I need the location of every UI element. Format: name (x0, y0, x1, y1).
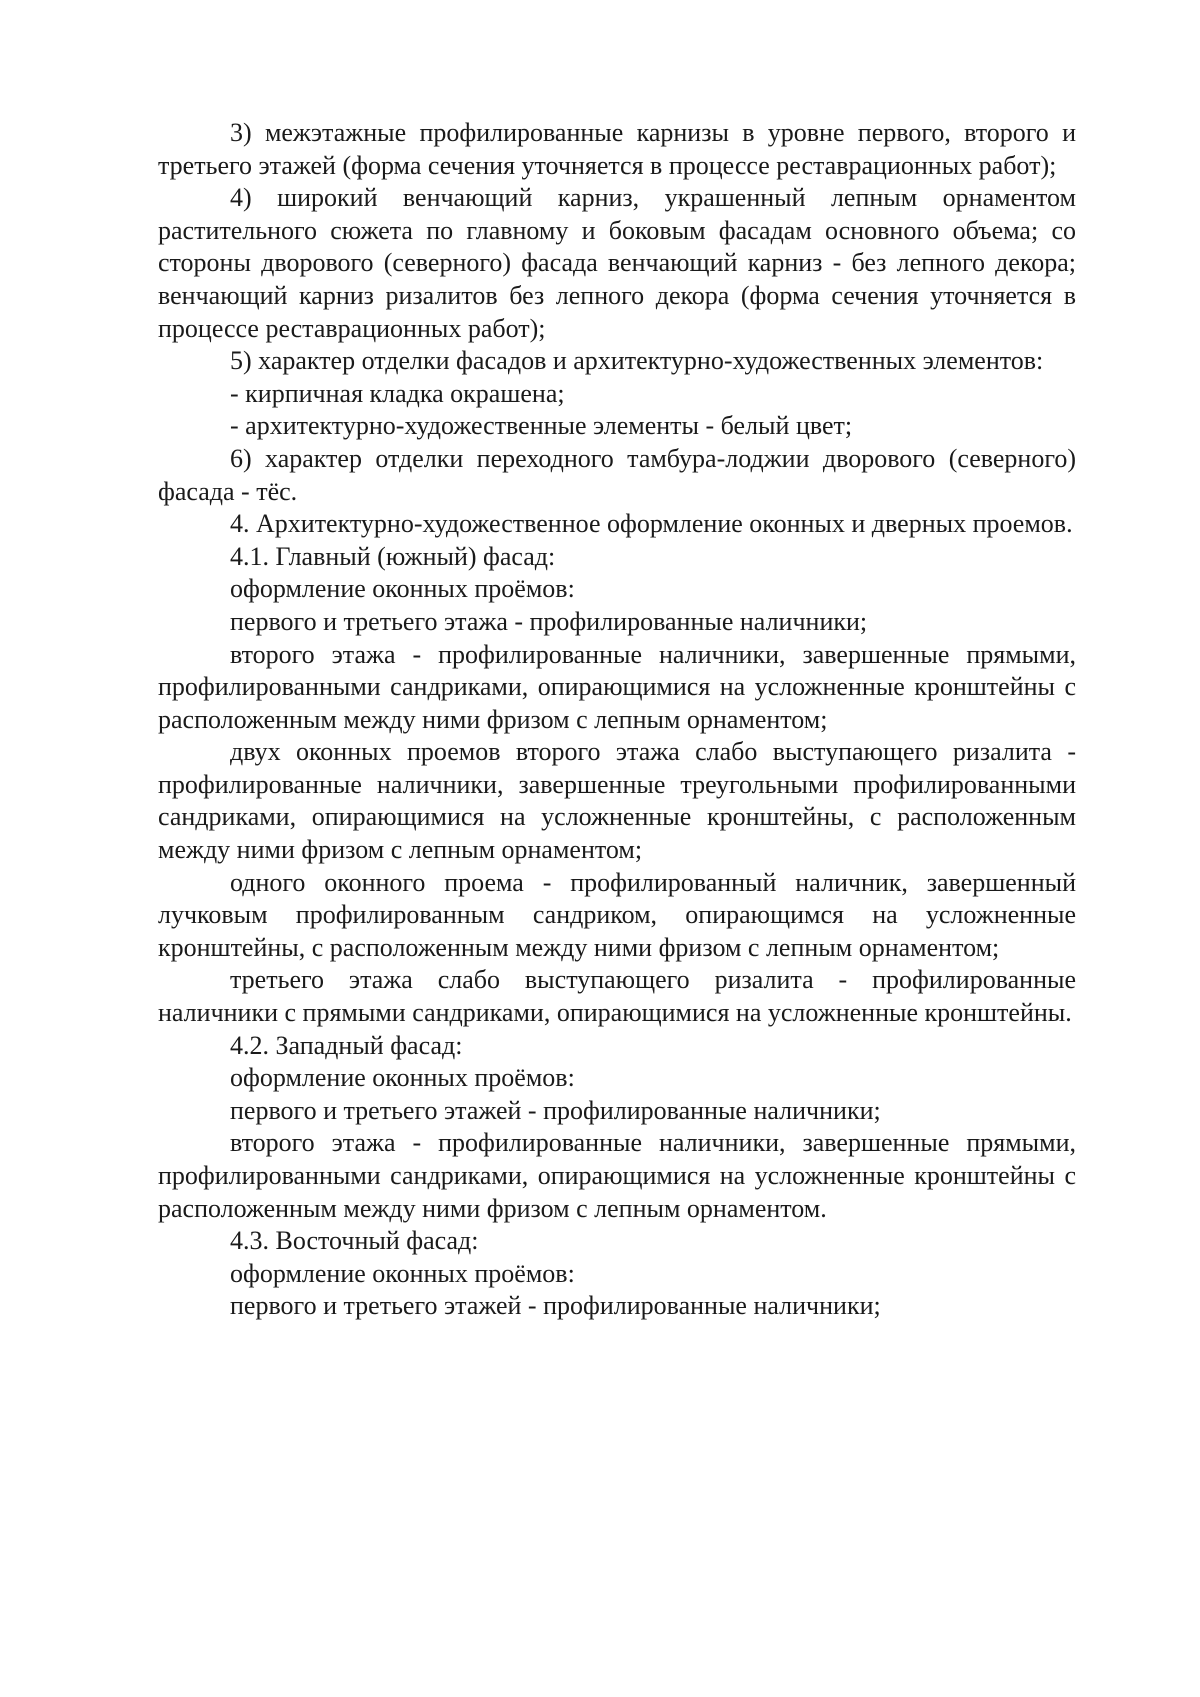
section-heading-4: 4. Архитектурно-художественное оформление оконных и дверных проемов. (230, 509, 1073, 539)
paragraph-bullet-brickwork: - кирпичная кладка окрашена; (230, 378, 565, 408)
paragraph-item-6-vestibule-finish: 6) характер отделки переходного тамбура-лоджии дворового (северного) фасада - тёс. (158, 443, 1076, 506)
section-heading-4-3: 4.3. Восточный фасад: (230, 1226, 479, 1256)
paragraph-item-3-cornices: 3) межэтажные профилированные карнизы в уровне первого, второго и третьего этажей (форма сечения уточняется в процессе реставрационных работ); (158, 118, 1076, 180)
paragraph-bullet-elements-color: - архитектурно-художественные элементы - белый цвет; (230, 411, 853, 441)
paragraph-third-floor-risalit: третьего этажа слабо выступающего ризалита - профилированные наличники с прямыми сандриками, опирающимися на усложненные кронштейны. (158, 965, 1076, 1028)
document-body (158, 117, 1076, 1323)
paragraph-window-design-label-west: оформление оконных проёмов: (230, 1063, 575, 1093)
paragraph-first-third-floor: первого и третьего этажа - профилированные наличники; (230, 606, 868, 636)
section-heading-4-2: 4.2. Западный фасад: (230, 1030, 463, 1060)
paragraph-second-floor: второго этажа - профилированные наличники, завершенные прямыми, профилированными сандриками, опирающимися на усложненные кронштейны с расположенным между ними фризом с лепным орнаментом; (158, 639, 1076, 734)
paragraph-one-window-opening: одного оконного проема - профилированный наличник, завершенный лучковым профилированным сандриком, опирающимся на усложненные кронштейны, с расположенным между ними фризом с лепным орнаментом; (158, 867, 1076, 962)
paragraph-window-design-label-east: оформление оконных проёмов: (230, 1258, 575, 1288)
section-heading-4-1: 4.1. Главный (южный) фасад: (230, 541, 556, 571)
paragraph-item-5-facade-finish: 5) характер отделки фасадов и архитектурно-художественных элементов: (230, 346, 1044, 376)
paragraph-window-design-label: оформление оконных проёмов: (230, 574, 575, 604)
paragraph-two-window-openings: двух оконных проемов второго этажа слабо выступающего ризалита - профилированные наличники, завершенные треугольными профилированными сандриками, опирающимися на усложненные кронштейны, с расположенным между ними фризом с лепным орнаментом; (158, 737, 1076, 865)
paragraph-first-third-floors-west: первого и третьего этажей - профилированные наличники; (230, 1095, 881, 1125)
paragraph-item-4-crowning-cornice: 4) широкий венчающий карниз, украшенный лепным орнаментом растительного сюжета по главному и боковым фасадам основного объема; со стороны дворового (северного) фасада венчающий карниз - без лепного декора; венчающий карниз ризалитов без лепного декора (форма сечения уточняется в процессе реставрационных работ); (158, 183, 1076, 343)
paragraph-first-third-floors-east: первого и третьего этажей - профилированные наличники; (230, 1291, 881, 1321)
paragraph-second-floor-west: второго этажа - профилированные наличники, завершенные прямыми, профилированными сандриками, опирающимися на усложненные кронштейны с расположенным между ними фризом с лепным орнаментом. (158, 1128, 1076, 1223)
